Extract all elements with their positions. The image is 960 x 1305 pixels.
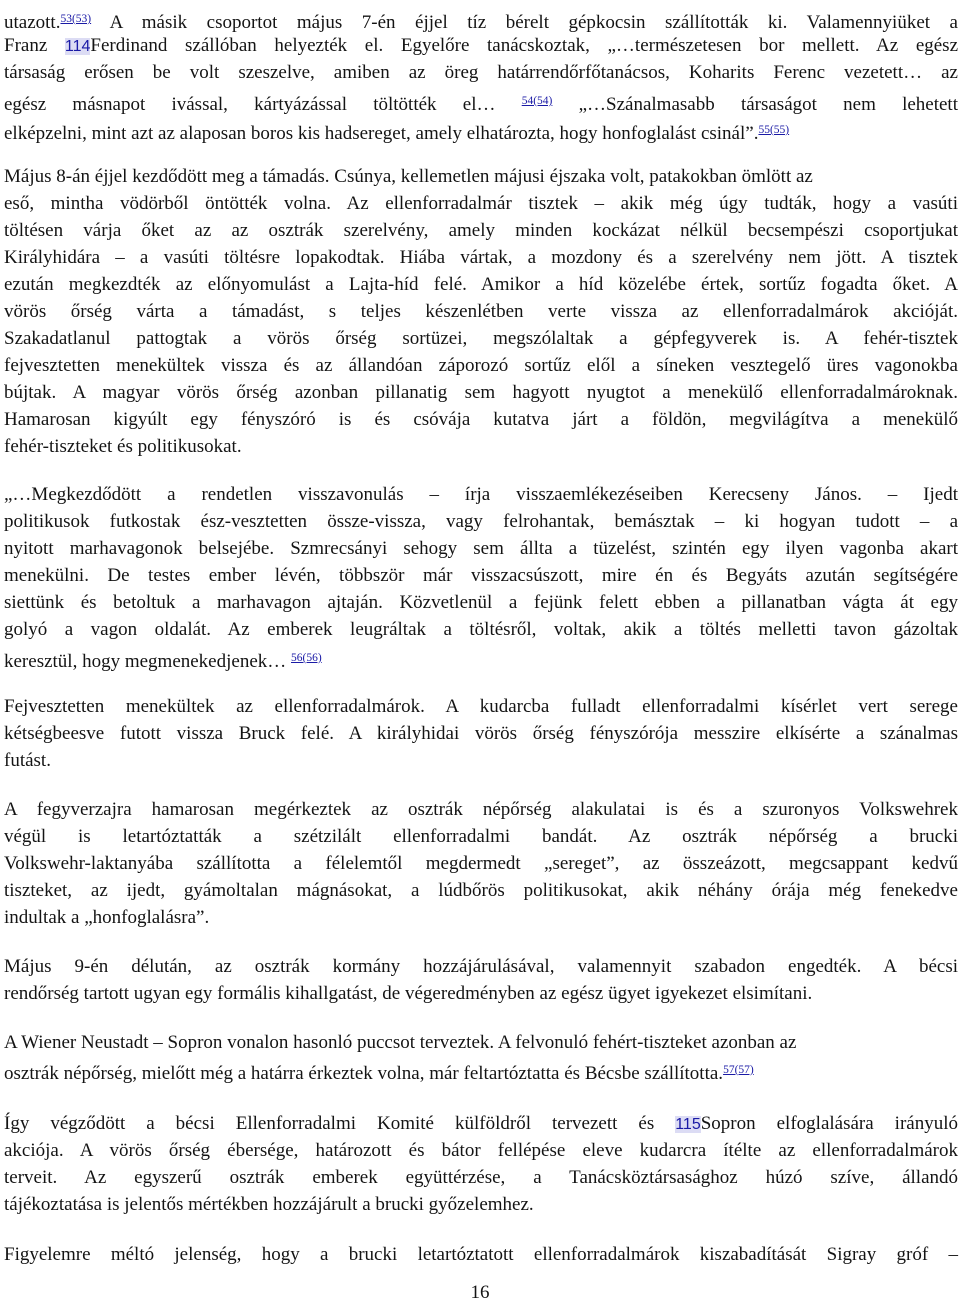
text-run: fehér-tiszteket és politikusokat. <box>4 436 242 457</box>
text-run: nyitott marhavagonok belsejébe. Szmrecsányi sehogy sem állta a tüzelést, szintén egy ilyen vagonba akart <box>4 538 958 559</box>
text-line <box>4 482 958 508</box>
text-line <box>4 353 958 379</box>
text-line <box>4 824 958 850</box>
text-run: osztrák népőrség, mielőtt még a határra érkeztek volna, már feltartóztatta és Bécsbe szállította. <box>4 1063 724 1084</box>
text-run: siettünk és betoltuk a marhavagon ajtaján. Közvetlenül a fejünk felett ebben a pillanatban vágta át egy <box>4 592 958 613</box>
text-run: tiszteket, az ijedt, gyámoltalan mágnásokat, a lúdbőrös politikusokat, akik néhány órája még fenekedve <box>4 880 958 901</box>
text-line <box>4 245 958 271</box>
text-run: indultak a „honfoglalásra”. <box>4 907 210 928</box>
text-line <box>4 954 958 980</box>
text-line <box>4 878 958 904</box>
text-line <box>4 645 958 675</box>
text-run: kétségbeesve futott vissza Bruck felé. A királyhidai vörös őrség fényszórója messzire elkísérte a szánalmas <box>4 723 958 744</box>
footnote-link[interactable]: 56(56) <box>291 652 322 664</box>
text-run: Hamarosan kigyúlt egy fényszóró is és csóvája kutatva járt a földön, megvilágítva a menekülő <box>4 409 958 430</box>
text-run: menekülni. De testes ember lévén, többször már visszacsúszott, mire én és Begyáts azután segítségére <box>4 565 958 586</box>
text-line <box>4 797 958 823</box>
text-line <box>4 33 958 60</box>
text-run: Volkswehr-laktanyába szállította a félelemtől megdermedt „sereget”, az összeázott, megcsappant kedvű <box>4 853 958 874</box>
footnote-link[interactable]: 57(57) <box>723 1064 754 1076</box>
footnote-link[interactable]: 53(53) <box>60 13 92 25</box>
text-run: rendőrség tartott ugyan egy formális kihallgatást, de végeredményben az egész ügyet igyekezet elsimítani. <box>4 983 813 1004</box>
text-run: Így végződött a bécsi Ellenforradalmi Komité külföldről tervezett és <box>4 1113 676 1134</box>
text-line <box>4 748 958 774</box>
text-line <box>4 536 958 562</box>
text-run: Királyhidára – a vasúti töltésre lopakodtak. Hiába vártak, a mozdony és a szerelvény nem jött. A tisztek <box>4 247 958 268</box>
text-line <box>4 905 958 931</box>
text-run: tájékoztatása is jelentős mértékben hozzájárult a brucki győzelemhez. <box>4 1194 534 1215</box>
text-line <box>4 326 958 352</box>
page-marker: 115 <box>675 1116 701 1133</box>
text-run: Figyelemre méltó jelenség, hogy a brucki letartóztatott ellenforradalmárok kiszabadítását Sigray gróf – <box>4 1244 958 1265</box>
text-run: A másik csoportot május 7-én éjjel tíz bérelt gépkocsin szállították ki. Valamennyiüket a <box>91 12 958 33</box>
text-line <box>4 191 958 217</box>
text-run: futást. <box>4 750 51 771</box>
text-line <box>4 218 958 244</box>
text-run: A Wiener Neustadt – Sopron vonalon hasonló puccsot terveztek. A felvonuló fehért-tiszteket azonban az <box>4 1032 797 1053</box>
text-run: töltésen várja őket az az osztrák szerelvény, amely minden kockázat nélkül becsempészi csoportjukat <box>4 220 958 241</box>
text-line <box>4 1165 958 1191</box>
text-line <box>4 1138 958 1164</box>
text-run: terveit. Az egyszerű osztrák emberek együttérzése, a Tanácsköztársasághoz húzó szíve, állandó <box>4 1167 958 1188</box>
text-line <box>4 60 958 86</box>
page-number: 16 <box>470 1282 490 1303</box>
text-run: egész másnapot ivással, kártyázással töltötték el… <box>4 94 522 115</box>
text-run: golyó a vagon oldalát. Az emberek leugráltak a töltésről, voltak, akik a töltés melletti tavon gázoltak <box>4 619 958 640</box>
text-line <box>4 117 958 147</box>
text-line <box>4 590 958 616</box>
text-run: Május 8-án éjjel kezdődött meg a támadás. Csúnya, kellemetlen májusi éjszaka volt, patakokban ömlött az <box>4 166 813 187</box>
footnote-link[interactable]: 54(54) <box>521 95 553 107</box>
text-line <box>4 88 958 118</box>
text-line <box>4 617 958 643</box>
text-run: Franz <box>4 35 65 56</box>
text-run: elképzelni, mint azt az alaposan boros kis hadsereget, amely elhatározta, hogy honfoglalást csinál”. <box>4 123 759 144</box>
text-run: A fegyverzajra hamarosan megérkeztek az osztrák népőrség alakulatai is és a szuronyos Volkswehrek <box>4 799 958 820</box>
text-run: vörös őrség várta a támadást, s teljes készenlétben verte vissza az ellenforradalmárok akcióját. <box>4 301 958 322</box>
text-run: Fejvesztetten menekültek az ellenforradalmárok. A kudarcba fulladt ellenforradalmi kísérlet vert serege <box>4 696 958 717</box>
text-line <box>4 851 958 877</box>
text-line <box>4 434 958 460</box>
text-run: utazott. <box>4 12 61 33</box>
text-run: akciója. A vörös őrség ébersége, határozott és bátor fellépése eleve kudarcra ítélte az ellenforradalmárok <box>4 1140 958 1161</box>
text-run: politikusok futkostak ész-vesztetten össze-vissza, vagy felrohantak, bemásztak – ki hogyan tudott – a <box>4 511 958 532</box>
text-run: Május 9-én délután, az osztrák kormány hozzájárulásával, valamennyit szabadon engedték. A bécsi <box>4 956 958 977</box>
text-line <box>4 563 958 589</box>
page-marker: 114 <box>64 38 91 55</box>
text-run: Szakadatlanul pattogtak a vörös őrség sortüzei, megszólaltak a gépfegyverek is. A fehér-tisztek <box>4 328 958 349</box>
text-run: ezután megkezdték az előnyomulást a Lajta-híd felé. Amikor a híd közelébe értek, sortűz fogadta őket. A <box>4 274 958 295</box>
text-run: Sopron elfoglalására irányuló <box>700 1113 958 1134</box>
text-line <box>4 272 958 298</box>
text-line <box>4 299 958 325</box>
text-run: „…Megkezdődött a rendetlen visszavonulás – írja visszaemlékezéseiben Kerecseny János. – Ijedt <box>4 484 958 505</box>
text-line <box>4 1057 958 1087</box>
text-run: eső, mintha vödörből öntötték volna. Az ellenforradalmár tisztek – akik még úgy tudták, hogy a vasúti <box>4 193 958 214</box>
text-run: Ferdinand szállóban helyezték el. Egyelőre tanácskoztak, „…természetesen bor mellett. Az egész <box>90 35 959 56</box>
text-line <box>4 694 958 720</box>
text-run: keresztül, hogy megmenekedjenek… <box>4 651 292 672</box>
text-line <box>4 6 958 36</box>
text-run: társaság erősen be volt szeszelve, amiben az öreg határrendőrfőtanácsos, Koharits Ferenc vezetett… az <box>4 62 958 83</box>
text-line <box>4 1242 958 1268</box>
text-line <box>4 509 958 535</box>
text-line <box>4 407 958 433</box>
footnote-link[interactable]: 55(55) <box>758 124 790 136</box>
text-run: végül is letartóztatták a szétzilált ellenforradalmi bandát. Az osztrák népőrség a brucki <box>4 826 958 847</box>
text-run: bújtak. A magyar vörös őrség azonban pillanatig sem hagyott nyugtot a menekülő ellenforradalmároknak. <box>4 382 958 403</box>
text-line <box>4 1030 958 1056</box>
text-line <box>4 380 958 406</box>
text-run: „…Szánalmasabb társaságot nem lehetett <box>552 94 958 115</box>
text-line <box>4 981 958 1007</box>
text-line <box>4 1192 958 1218</box>
text-line <box>4 164 958 190</box>
text-line <box>4 1111 958 1138</box>
text-run: fejvesztetten menekültek vissza és az állandóan záporozó sortűz elől a síneken vesztegelő üres vagonokba <box>4 355 958 376</box>
text-line <box>4 721 958 747</box>
